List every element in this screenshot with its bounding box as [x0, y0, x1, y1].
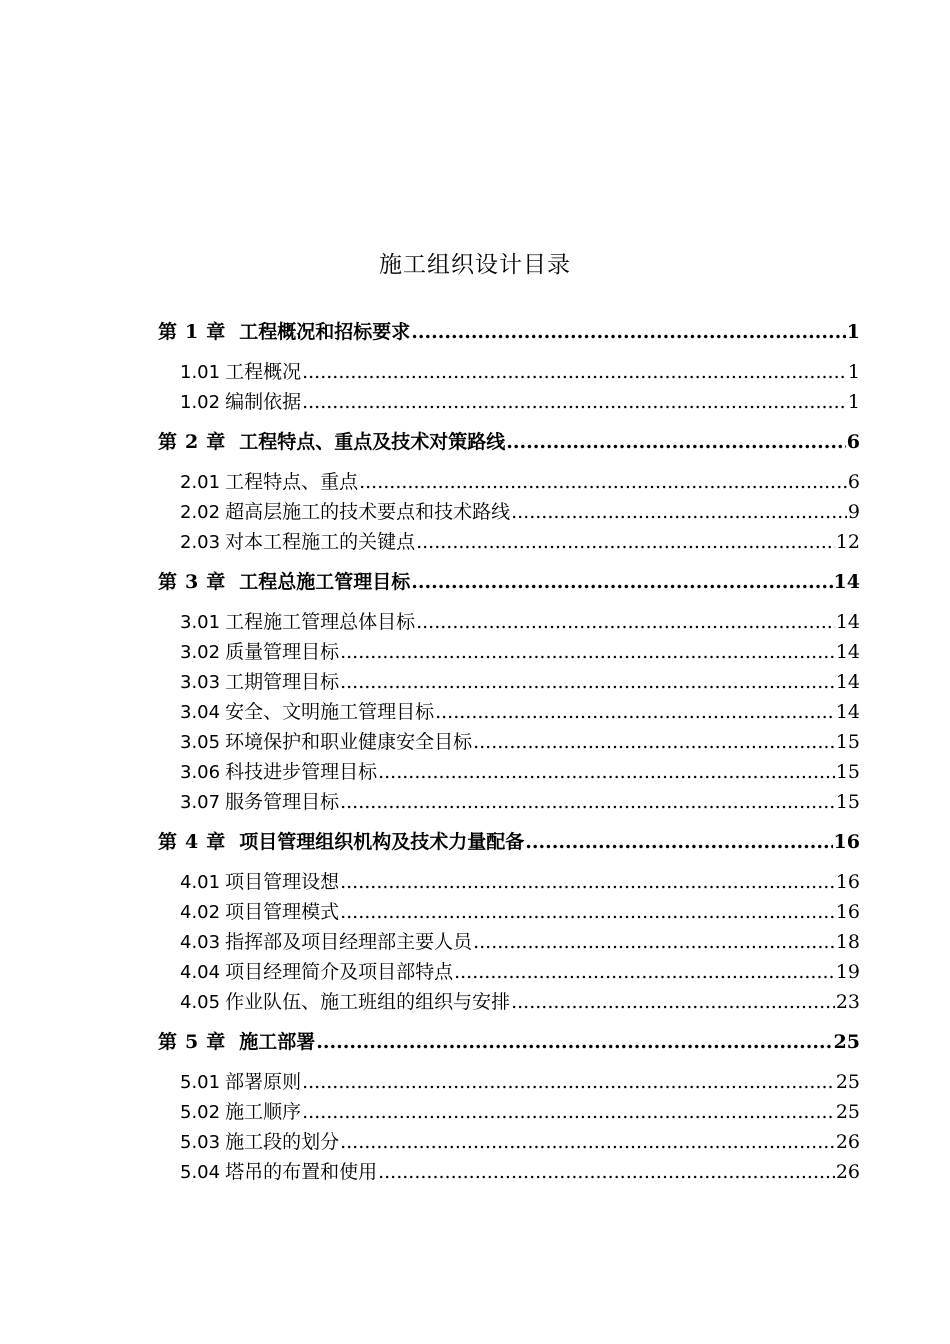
toc-section[interactable]	[158, 987, 860, 1017]
dot-leader	[525, 827, 832, 857]
dot-leader	[416, 527, 835, 557]
section-title: 超高层施工的技术要点和技术路线	[225, 501, 511, 523]
page-number: 6	[846, 431, 860, 453]
chapter-label: 第 5 章	[158, 1031, 226, 1053]
dot-leader	[416, 607, 835, 637]
dot-leader	[302, 1067, 835, 1097]
section-number: 1.01	[180, 362, 221, 383]
section-number: 3.01	[180, 612, 221, 633]
toc-section[interactable]	[158, 727, 860, 757]
dot-leader	[340, 637, 835, 667]
page-number: 15	[835, 761, 860, 783]
dot-leader	[511, 497, 847, 527]
section-number: 2.02	[180, 502, 221, 523]
page-number: 25	[835, 1071, 860, 1093]
page-number: 9	[847, 501, 860, 523]
page-number: 19	[835, 961, 860, 983]
section-title: 指挥部及项目经理部主要人员	[225, 931, 473, 953]
toc-section[interactable]	[158, 497, 860, 527]
dot-leader	[473, 727, 835, 757]
page-number: 15	[835, 791, 860, 813]
toc-section[interactable]	[158, 697, 860, 727]
dot-leader	[316, 1027, 832, 1057]
toc-section[interactable]	[158, 867, 860, 897]
section-number: 2.01	[180, 472, 221, 493]
toc-section[interactable]	[158, 757, 860, 787]
toc-section[interactable]	[158, 637, 860, 667]
section-number: 4.04	[180, 962, 221, 983]
page-number: 6	[847, 471, 860, 493]
document-title: 施工组织设计目录	[379, 252, 571, 278]
section-title: 项目管理设想	[225, 871, 340, 893]
page-number: 23	[835, 991, 860, 1013]
section-title: 项目管理模式	[225, 901, 340, 923]
chapter-title: 施工部署	[239, 1031, 316, 1053]
toc-chapter[interactable]	[158, 427, 860, 457]
toc-section[interactable]	[158, 607, 860, 637]
toc-section[interactable]	[158, 1157, 860, 1187]
toc-section[interactable]	[158, 387, 860, 417]
section-number: 4.05	[180, 992, 221, 1013]
page-number: 1	[847, 361, 860, 383]
dot-leader	[302, 357, 847, 387]
section-title: 施工顺序	[225, 1101, 302, 1123]
toc-section[interactable]	[158, 897, 860, 927]
page-number: 26	[835, 1161, 860, 1183]
section-number: 4.02	[180, 902, 221, 923]
section-number: 5.01	[180, 1072, 221, 1093]
section-number: 5.03	[180, 1132, 221, 1153]
page-number: 1	[846, 321, 860, 343]
page-number: 14	[835, 641, 860, 663]
section-number: 5.02	[180, 1102, 221, 1123]
chapter-label: 第 2 章	[158, 431, 226, 453]
page-number: 16	[835, 901, 860, 923]
dot-leader	[340, 867, 835, 897]
section-number: 3.04	[180, 702, 221, 723]
section-number: 2.03	[180, 532, 221, 553]
chapter-title: 项目管理组织机构及技术力量配备	[239, 831, 525, 853]
page-number: 14	[835, 701, 860, 723]
section-title: 项目经理简介及项目部特点	[225, 961, 454, 983]
page-number: 26	[835, 1131, 860, 1153]
section-number: 3.03	[180, 672, 221, 693]
page-number: 14	[835, 671, 860, 693]
toc-section[interactable]	[158, 357, 860, 387]
chapter-title: 工程特点、重点及技术对策路线	[239, 431, 506, 453]
section-title: 作业队伍、施工班组的组织与安排	[225, 991, 511, 1013]
toc-chapter[interactable]	[158, 317, 860, 347]
toc-section[interactable]	[158, 1067, 860, 1097]
toc-section[interactable]	[158, 467, 860, 497]
dot-leader	[340, 667, 835, 697]
page-number: 25	[833, 1031, 860, 1053]
section-number: 3.06	[180, 762, 221, 783]
section-title: 工程概况	[225, 361, 302, 383]
dot-leader	[359, 467, 847, 497]
table-of-contents	[158, 317, 860, 1187]
toc-section[interactable]	[158, 927, 860, 957]
section-title: 质量管理目标	[225, 641, 340, 663]
section-title: 工程施工管理总体目标	[225, 611, 416, 633]
page-number: 18	[835, 931, 860, 953]
section-title: 服务管理目标	[225, 791, 340, 813]
section-number: 3.02	[180, 642, 221, 663]
dot-leader	[340, 1127, 835, 1157]
toc-chapter[interactable]	[158, 567, 860, 597]
section-title: 部署原则	[225, 1071, 302, 1093]
section-number: 4.03	[180, 932, 221, 953]
page-number: 16	[835, 871, 860, 893]
dot-leader	[340, 897, 835, 927]
page-number: 15	[835, 731, 860, 753]
section-title: 编制依据	[225, 391, 302, 413]
section-number: 5.04	[180, 1162, 221, 1183]
section-title: 对本工程施工的关键点	[225, 531, 416, 553]
page-number: 14	[835, 611, 860, 633]
dot-leader	[473, 927, 835, 957]
section-number: 3.07	[180, 792, 221, 813]
section-number: 1.02	[180, 392, 221, 413]
page-number: 1	[847, 391, 860, 413]
toc-section[interactable]	[158, 667, 860, 697]
dot-leader	[506, 427, 845, 457]
section-title: 工期管理目标	[225, 671, 340, 693]
section-title: 安全、文明施工管理目标	[225, 701, 435, 723]
dot-leader	[302, 1097, 835, 1127]
toc-chapter[interactable]	[158, 1027, 860, 1057]
section-title: 环境保护和职业健康安全目标	[225, 731, 473, 753]
page-number: 16	[833, 831, 860, 853]
chapter-title: 工程概况和招标要求	[239, 321, 411, 343]
dot-leader	[411, 567, 832, 597]
page-number: 25	[835, 1101, 860, 1123]
dot-leader	[378, 1157, 835, 1187]
section-number: 3.05	[180, 732, 221, 753]
dot-leader	[340, 787, 835, 817]
dot-leader	[435, 697, 835, 727]
chapter-label: 第 4 章	[158, 831, 226, 853]
section-title: 科技进步管理目标	[225, 761, 378, 783]
toc-section[interactable]	[158, 787, 860, 817]
section-number: 4.01	[180, 872, 221, 893]
page-number: 12	[835, 531, 860, 553]
toc-section[interactable]	[158, 1097, 860, 1127]
section-title: 施工段的划分	[225, 1131, 340, 1153]
toc-section[interactable]	[158, 1127, 860, 1157]
chapter-label: 第 3 章	[158, 571, 226, 593]
chapter-label: 第 1 章	[158, 321, 226, 343]
dot-leader	[454, 957, 835, 987]
toc-section[interactable]	[158, 527, 860, 557]
dot-leader	[378, 757, 835, 787]
dot-leader	[511, 987, 835, 1017]
section-title: 工程特点、重点	[225, 471, 359, 493]
chapter-title: 工程总施工管理目标	[239, 571, 411, 593]
dot-leader	[411, 317, 845, 347]
dot-leader	[302, 387, 847, 417]
page-number: 14	[833, 571, 860, 593]
section-title: 塔吊的布置和使用	[225, 1161, 378, 1183]
toc-section[interactable]	[158, 957, 860, 987]
toc-chapter[interactable]	[158, 827, 860, 857]
